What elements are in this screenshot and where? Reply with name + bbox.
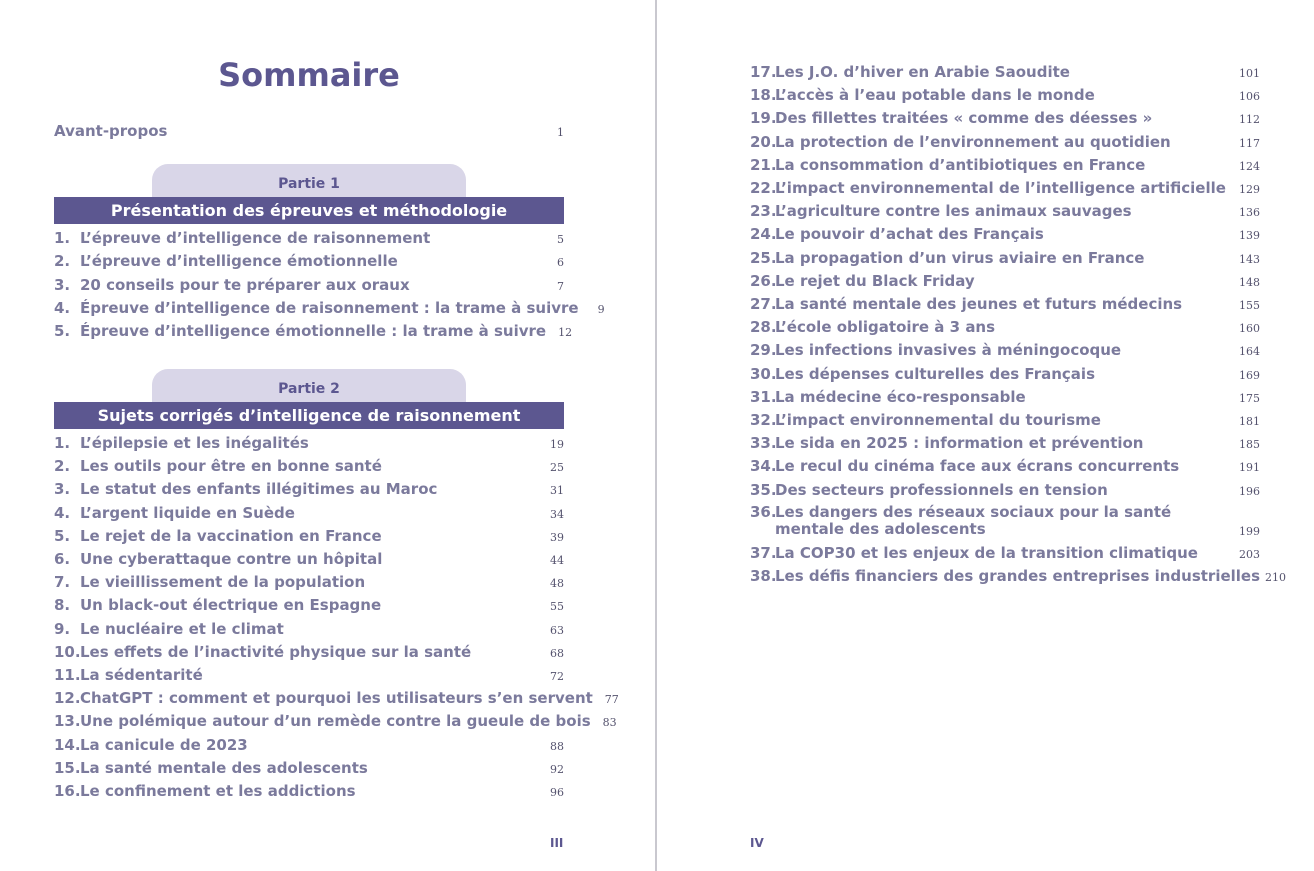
toc-entry[interactable]: [54, 457, 564, 477]
toc-entry-title: La canicule de 2023: [80, 735, 248, 754]
toc-entry-title: Les J.O. d’hiver en Arabie Saoudite: [775, 63, 1070, 81]
toc-entry[interactable]: [54, 322, 573, 342]
toc-entry-title: Le vieillissement de la population: [80, 573, 366, 592]
toc-entry[interactable]: [54, 759, 564, 779]
toc-entry-title: Avant-propos: [54, 122, 168, 140]
toc-entry-title: Un black-out électrique en Espagne: [80, 596, 382, 615]
toc-entry-avant-propos[interactable]: [54, 122, 564, 142]
part-1-heading: Présentation des épreuves et méthodologie: [54, 197, 564, 224]
toc-entry-page: 175: [1239, 391, 1260, 405]
toc-entry-page: 181: [1239, 415, 1260, 428]
toc-entry[interactable]: [750, 156, 1260, 176]
toc-entry[interactable]: [54, 689, 619, 709]
toc-entry[interactable]: [750, 86, 1260, 106]
toc-entry[interactable]: [54, 666, 564, 686]
toc-entry-number: 4.: [54, 503, 71, 522]
toc-entry-page: 77: [604, 693, 619, 707]
toc-entry-page: 155: [1239, 299, 1260, 312]
toc-entry-number: 30.: [750, 364, 777, 383]
toc-entry[interactable]: [750, 481, 1260, 501]
toc-entry[interactable]: [750, 225, 1260, 245]
toc-entry-number: 28.: [750, 318, 777, 337]
toc-entry-page: 55: [550, 600, 564, 614]
toc-entry-number: 36.: [750, 502, 777, 521]
toc-entry-page: 203: [1239, 548, 1260, 562]
toc-entry[interactable]: [750, 457, 1260, 477]
toc-entry[interactable]: [750, 411, 1260, 431]
toc-entry-number: 13.: [54, 712, 81, 731]
toc-entry-title: Une polémique autour d’un remède contre la gueule de bois: [80, 712, 591, 731]
toc-entry-page: 136: [1239, 206, 1260, 220]
toc-entry[interactable]: [750, 544, 1260, 564]
toc-entry-title: Les effets de l’inactivité physique sur la santé: [80, 642, 472, 661]
toc-entry-number: 26.: [750, 271, 777, 290]
toc-entry-page: 139: [1239, 229, 1260, 243]
toc-entry[interactable]: [54, 252, 564, 272]
toc-entry-number: 37.: [750, 544, 777, 563]
toc-entry-number: 2.: [54, 252, 71, 271]
toc-entry[interactable]: [54, 712, 617, 732]
toc-entry-page: 129: [1239, 183, 1260, 196]
toc-entry-title: La médecine éco-responsable: [775, 387, 1026, 406]
toc-entry-number: 38.: [750, 567, 777, 586]
toc-entry-number: 16.: [54, 782, 81, 800]
toc-entry-title: L’épreuve d’intelligence émotionnelle: [80, 252, 398, 271]
toc-entry-title: Les dangers des réseaux sociaux pour la santé mentale des adolescents: [775, 502, 1172, 538]
toc-entry-number: 19.: [750, 109, 777, 128]
toc-entry[interactable]: [54, 527, 564, 547]
toc-entry-title: Le statut des enfants illégitimes au Maroc: [80, 480, 438, 499]
toc-entry-page: 191: [1239, 461, 1260, 475]
toc-entry-title: La COP30 et les enjeux de la transition climatique: [775, 544, 1198, 563]
toc-entry-title: Une cyberattaque contre un hôpital: [80, 550, 383, 568]
toc-entry-title: ChatGPT : comment et pourquoi les utilisateurs s’en servent: [80, 689, 593, 708]
part-1-tab: Partie 1: [152, 164, 466, 198]
toc-entry-number: 18.: [750, 86, 777, 105]
toc-entry-page: 68: [550, 646, 564, 660]
toc-entry[interactable]: [750, 365, 1260, 385]
toc-entry-page: 124: [1239, 159, 1260, 173]
toc-entry[interactable]: [750, 434, 1260, 454]
toc-entry-number: 31.: [750, 387, 777, 406]
toc-entry-number: 6.: [54, 550, 71, 568]
toc-entry-page: 164: [1239, 345, 1260, 359]
toc-entry[interactable]: [750, 63, 1260, 83]
toc-entry-page: 5: [557, 233, 564, 246]
toc-entry-number: 8.: [54, 596, 71, 615]
toc-entry-number: 20.: [750, 132, 777, 151]
toc-entry-page: 44: [550, 554, 564, 567]
toc-entry-number: 15.: [54, 758, 81, 777]
left-page: [0, 0, 656, 871]
toc-entry-number: 34.: [750, 457, 777, 476]
toc-entry-title: Épreuve d’intelligence émotionnelle : la trame à suivre: [80, 322, 547, 341]
toc-entry-number: 5.: [54, 526, 71, 545]
toc-entry-page: 39: [550, 530, 564, 544]
toc-entry-number: 29.: [750, 341, 777, 360]
toc-entry[interactable]: [750, 109, 1260, 129]
toc-entry-title: La propagation d’un virus aviaire en France: [775, 248, 1145, 267]
toc-entry-number: 22.: [750, 179, 777, 197]
toc-entry[interactable]: [54, 573, 564, 593]
toc-entry-number: 1.: [54, 229, 71, 247]
toc-entry-title: 20 conseils pour te préparer aux oraux: [80, 275, 410, 294]
part-2-tab: Partie 2: [152, 369, 466, 403]
toc-entry-page: 9: [597, 302, 605, 316]
toc-entry-page: 210: [1265, 571, 1287, 585]
toc-entry[interactable]: [750, 249, 1260, 269]
toc-entry-page: 199: [1239, 524, 1260, 538]
toc-entry-page: 96: [550, 786, 564, 799]
toc-entry-page: 88: [550, 739, 564, 753]
toc-entry-number: 4.: [54, 298, 71, 317]
toc-entry[interactable]: [750, 295, 1260, 315]
page-folio: III: [550, 836, 564, 850]
toc-entry-title: Le recul du cinéma face aux écrans concurrents: [775, 457, 1180, 476]
toc-entry-number: 21.: [750, 155, 777, 174]
toc-entry-title: L’impact environnemental du tourisme: [775, 411, 1101, 429]
toc-entry-title: Le confinement et les addictions: [80, 782, 356, 800]
toc-entry-title: Les outils pour être en bonne santé: [80, 457, 382, 476]
toc-entry[interactable]: [54, 298, 605, 319]
toc-entry-page: 160: [1239, 322, 1260, 336]
toc-entry-title: Des secteurs professionnels en tension: [775, 480, 1108, 499]
toc-entry-number: 35.: [750, 480, 777, 499]
toc-entry-number: 17.: [750, 63, 777, 81]
toc-entry-page: 185: [1239, 438, 1260, 452]
toc-entry-page: 63: [550, 623, 564, 637]
toc-entry-number: 24.: [750, 225, 777, 244]
toc-entry-title: L’impact environnemental de l’intelligence artificielle: [775, 179, 1226, 197]
page-folio: IV: [750, 836, 764, 850]
page-title: Sommaire: [218, 56, 400, 94]
toc-entry-title: Le nucléaire et le climat: [80, 619, 284, 638]
toc-entry-number: 27.: [750, 295, 777, 313]
toc-entry[interactable]: [750, 202, 1260, 222]
toc-entry-title: La santé mentale des jeunes et futurs médecins: [775, 295, 1183, 313]
toc-entry-page: 106: [1239, 90, 1260, 104]
toc-entry-page: 12: [558, 326, 573, 340]
toc-entry[interactable]: [54, 504, 564, 524]
toc-entry-title: La consommation d’antibiotiques en France: [775, 155, 1146, 174]
toc-entry[interactable]: [750, 179, 1260, 199]
toc-entry-title: Le sida en 2025 : information et prévention: [775, 434, 1144, 453]
toc-entry-title: Le pouvoir d’achat des Français: [775, 225, 1044, 244]
toc-entry-page: 92: [550, 762, 564, 776]
toc-entry[interactable]: [54, 229, 564, 249]
toc-entry[interactable]: [750, 272, 1260, 292]
toc-entry-number: 25.: [750, 248, 777, 267]
toc-entry-page: 19: [550, 438, 564, 451]
toc-entry-number: 9.: [54, 619, 71, 638]
toc-entry-page: 1: [557, 126, 564, 139]
toc-entry-title: Épreuve d’intelligence de raisonnement : la trame à suivre: [80, 298, 579, 317]
toc-entry[interactable]: [750, 341, 1260, 361]
toc-entry-title: La santé mentale des adolescents: [80, 758, 368, 777]
right-page: [658, 0, 1314, 871]
toc-entry-number: 2.: [54, 457, 71, 476]
toc-entry-title: L’école obligatoire à 3 ans: [775, 318, 996, 337]
toc-entry[interactable]: [54, 550, 564, 570]
toc-entry-title: Le rejet du Black Friday: [775, 271, 975, 290]
toc-entry[interactable]: [54, 276, 564, 296]
toc-entry-title: L’épilepsie et les inégalités: [80, 434, 309, 452]
toc-entry-number: 3.: [54, 480, 71, 499]
toc-entry[interactable]: [750, 388, 1260, 408]
toc-entry[interactable]: [54, 620, 564, 640]
toc-entry-number: 33.: [750, 434, 777, 453]
toc-entry-number: 3.: [54, 275, 71, 294]
toc-entry-number: 32.: [750, 411, 777, 429]
toc-entry-page: 101: [1239, 67, 1260, 80]
part-2-heading: Sujets corrigés d’intelligence de raisonnement: [54, 402, 564, 429]
toc-entry-page: 148: [1239, 275, 1260, 289]
toc-entry-title: Les infections invasives à méningocoque: [775, 341, 1122, 360]
toc-entry-number: 12.: [54, 689, 81, 708]
toc-entry[interactable]: [54, 596, 564, 616]
toc-entry-number: 10.: [54, 642, 81, 661]
toc-entry[interactable]: [750, 567, 1287, 587]
toc-entry-page: 117: [1239, 136, 1260, 150]
toc-entry-title: La protection de l’environnement au quotidien: [775, 132, 1171, 151]
toc-entry-page: 83: [602, 716, 617, 730]
toc-entry-title: L’agriculture contre les animaux sauvages: [775, 202, 1132, 221]
toc-entry-page: 7: [557, 279, 564, 293]
toc-entry-page: 169: [1239, 368, 1260, 382]
toc-entry-title: Le rejet de la vaccination en France: [80, 526, 382, 545]
toc-entry[interactable]: [54, 434, 564, 454]
toc-entry-page: 6: [557, 256, 564, 270]
toc-entry-number: 11.: [54, 666, 81, 684]
toc-entry-page: 196: [1239, 484, 1260, 498]
toc-entry-page: 25: [550, 461, 564, 475]
toc-entry-title: L’argent liquide en Suède: [80, 503, 295, 522]
toc-entry-page: 31: [550, 484, 564, 498]
toc-entry-title: L’épreuve d’intelligence de raisonnement: [80, 229, 431, 247]
toc-entry[interactable]: [750, 318, 1260, 338]
toc-entry-number: 5.: [54, 322, 71, 341]
toc-entry-page: 112: [1239, 113, 1260, 127]
toc-entry-title: Les défis financiers des grandes entreprises industrielles: [775, 567, 1261, 586]
toc-entry-number: 14.: [54, 735, 81, 754]
toc-entry[interactable]: [54, 736, 564, 756]
toc-entry[interactable]: [54, 643, 564, 663]
toc-entry-number: 7.: [54, 573, 71, 592]
toc-entry[interactable]: [54, 480, 564, 500]
toc-entry-page: 143: [1239, 252, 1260, 266]
toc-entry-title: L’accès à l’eau potable dans le monde: [775, 86, 1095, 105]
toc-entry-title: Les dépenses culturelles des Français: [775, 364, 1096, 383]
toc-entry-page: 34: [550, 507, 564, 521]
toc-entry-page: 72: [550, 670, 564, 683]
toc-entry-title: Des fillettes traitées « comme des déesses »: [775, 109, 1153, 128]
toc-entry-title: La sédentarité: [80, 666, 203, 684]
toc-entry-number: 1.: [54, 434, 71, 452]
toc-entry-number: 23.: [750, 202, 777, 221]
toc-entry-page: 48: [550, 577, 564, 591]
toc-entry[interactable]: [750, 133, 1260, 153]
toc-entry[interactable]: [54, 782, 564, 802]
